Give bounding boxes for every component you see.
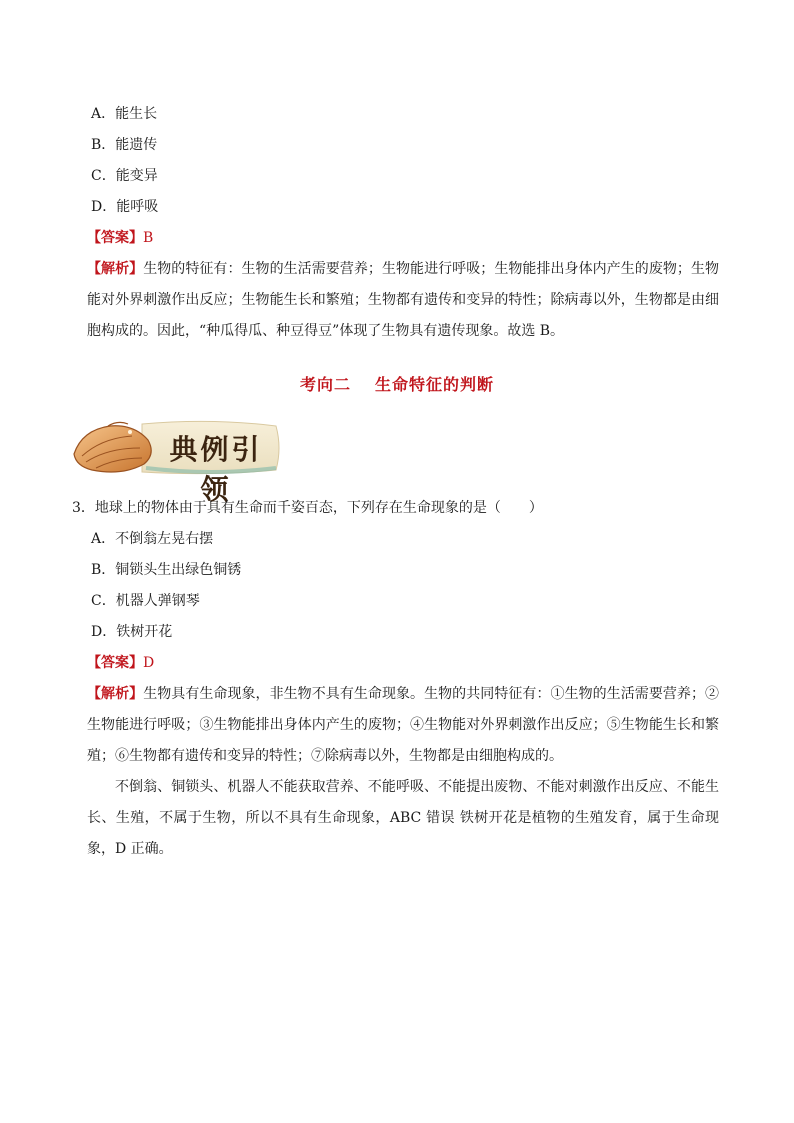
q2-analysis [87,254,719,347]
section-label: 考向二 [299,375,351,394]
q2-option-b: B．能遗传 [91,137,158,153]
answer-tag: 【答案】 [87,230,143,246]
q3-question: 3．地球上的物体由于具有生命而千姿百态，下列存在生命现象的是（ ） [72,500,543,516]
section-heading: 生命特征的判断 [375,375,495,394]
analysis-text: 生物具有生命现象，非生物不具有生命现象。生物的共同特征有：①生物的生活需要营养；②生物能进行呼吸；③生物能排出身体内产生的废物；④生物能对外界刺激作出反应；⑤生物能生长和繁殖；⑥生物都有遗传和变异的特性；⑦除病毒以外，生物都是由细胞构成的。 [87,686,720,764]
q3-option-d: D．铁树开花 [91,624,173,640]
analysis-tag: 【解析】 [87,261,144,277]
q3-analysis [87,679,719,772]
section-title [0,372,794,395]
answer-tag: 【答案】 [87,655,143,671]
q3-option-b: B．铜锁头生出绿色铜锈 [91,562,242,578]
analysis-text: 生物的特征有：生物的生活需要营养；生物能进行呼吸；生物能排出身体内产生的废物；生物能对外界刺激作出反应；生物能生长和繁殖；生物都有遗传和变异的特性；除病毒以外，生物都是由细胞构成的。因此，“种瓜得瓜、种豆得豆”体现了生物具有遗传现象。故选 B。 [87,261,720,339]
q3-explanation: 不倒翁、铜锁头、机器人不能获取营养、不能呼吸、不能提出废物、不能对刺激作出反应、不能生长、生殖，不属于生物，所以不具有生命现象，ABC 错误 铁树开花是植物的生殖发育，属于生命现象，D 正确。 [87,779,719,857]
example-banner [72,418,284,506]
q3-option-c: C．机器人弹钢琴 [91,593,200,609]
banner-title: 典例引领 [169,433,263,506]
q3-answer [87,653,154,673]
q2-option-c: C．能变异 [91,168,158,184]
answer-value: B [143,230,154,246]
q2-option-d: D．能呼吸 [91,199,159,215]
q2-answer [87,228,153,248]
analysis-tag: 【解析】 [87,686,144,702]
answer-value: D [143,655,155,671]
q3-option-a: A．不倒翁左晃右摆 [91,531,214,547]
q2-option-a: A．能生长 [91,106,158,122]
